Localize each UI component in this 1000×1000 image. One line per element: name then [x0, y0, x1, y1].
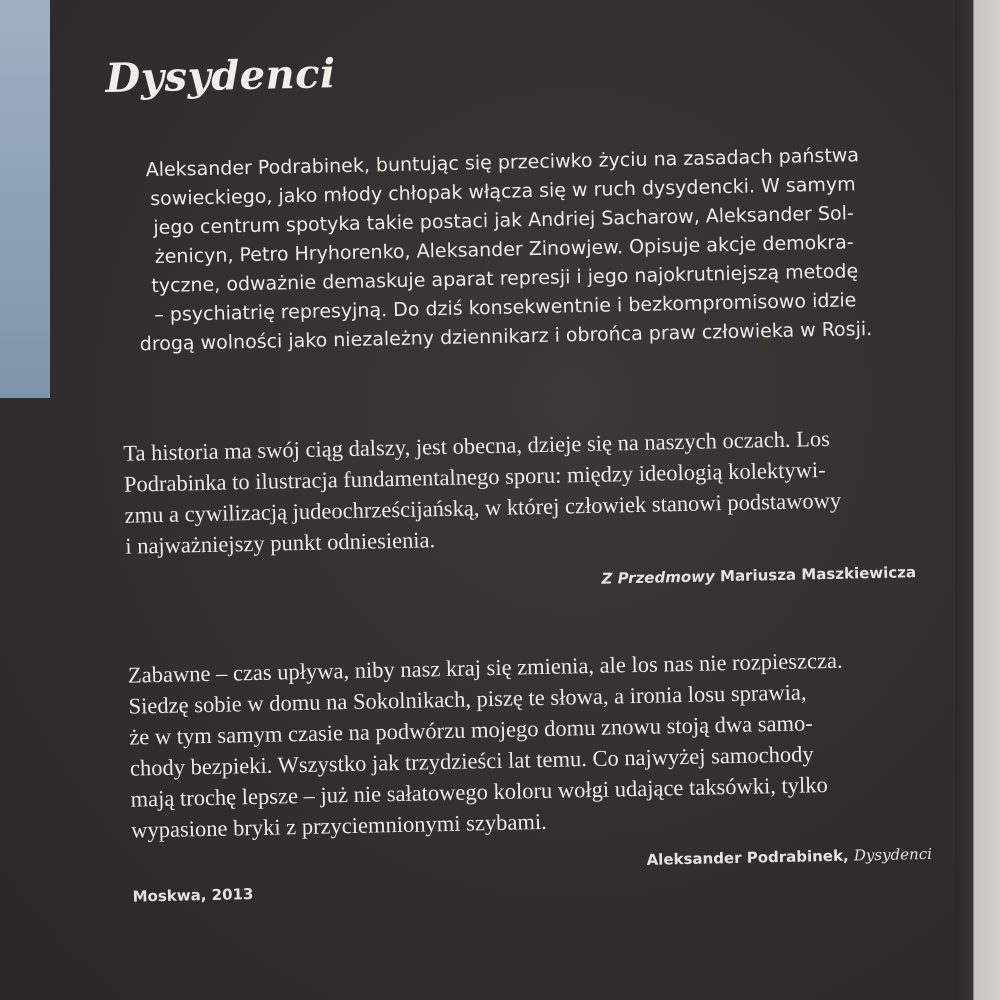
- author-signature-name: Aleksander Podrabinek,: [646, 846, 849, 869]
- preface-quote-line: Ta historia ma swój ciąg dalszy, jest obecna, dzieje się na naszych oczach. Los: [123, 425, 831, 466]
- blurb-line: Aleksander Podrabinek, buntując się przeciwko życiu na zasadach państwa: [145, 144, 860, 182]
- cover-photo-strip: [0, 0, 50, 398]
- author-signature-book: Dysydenci: [853, 844, 933, 865]
- author-quote-line: Zabawne – czas upływa, niby nasz kraj się zmienia, ale los nas nie rozpieszcza.: [127, 647, 843, 688]
- blurb-line: żenicyn, Petro Hryhorenko, Aleksander Zinowjew. Opisuje akcje demokra-: [154, 231, 854, 269]
- cover-edge: [955, 0, 1000, 1000]
- author-quote-line: że w tym samym czasie na podwórzu mojego domu znowu stoją dwa samo-: [129, 710, 813, 750]
- blurb-line: jego centrum spotyka takie postaci jak Andriej Sacharow, Aleksander Sol-: [153, 202, 854, 240]
- preface-quote-line: i najważniejszy punkt odniesienia.: [125, 527, 436, 559]
- book-title: Dysydenci: [105, 50, 337, 102]
- preface-quote-line: Podrabinka to ilustracja fundamentalnego sporu: między ideologią kolektywi-: [123, 457, 826, 497]
- quote-footer: [132, 845, 933, 906]
- blurb-line: sowieckiego, jako młody chłopak włącza się w ruch dysydencki. W samym: [150, 173, 856, 211]
- author-quote-line: chody bezpieki. Wszystko jak trzydzieści lat temu. Co najwyżej samochody: [129, 741, 814, 781]
- preface-attribution-prefix: Z Przedmowy: [601, 567, 715, 588]
- blurb-line: – psychiatrię represyjną. Do dziś konsekwentnie i bezkompromisowo idzie: [154, 289, 857, 327]
- place-date: Moskwa, 2013: [132, 885, 254, 906]
- author-quote-line: wypasione bryki z przyciemnionymi szybami.: [130, 808, 547, 843]
- author-signature: [646, 845, 932, 869]
- preface-attribution: [116, 563, 916, 598]
- author-quote-line: Siedzę sobie w domu na Sokolnikach, piszę te słowa, a ironia losu sprawia,: [128, 679, 807, 719]
- author-quote-line: mają trochę lepsze – już nie sałatowego koloru wołgi udające taksówki, tylko: [130, 772, 828, 812]
- author-quote: [128, 643, 922, 846]
- cover-content: [105, 38, 933, 906]
- blurb-line: tyczne, odważnie demaskuje aparat represji i jego najokrutniejszą metodę: [151, 260, 859, 298]
- preface-attribution-author: Mariusza Maszkiewicza: [719, 563, 917, 586]
- blurb-line: drogą wolności jako niezależny dziennikarz i obrońca praw człowieka w Rosji.: [139, 317, 873, 356]
- preface-quote: [123, 421, 915, 562]
- preface-quote-line: zmu a cywilizacją judeochrześcijańską, w której człowiek stanowi podstawowy: [124, 487, 842, 528]
- blurb-paragraph: [107, 140, 901, 359]
